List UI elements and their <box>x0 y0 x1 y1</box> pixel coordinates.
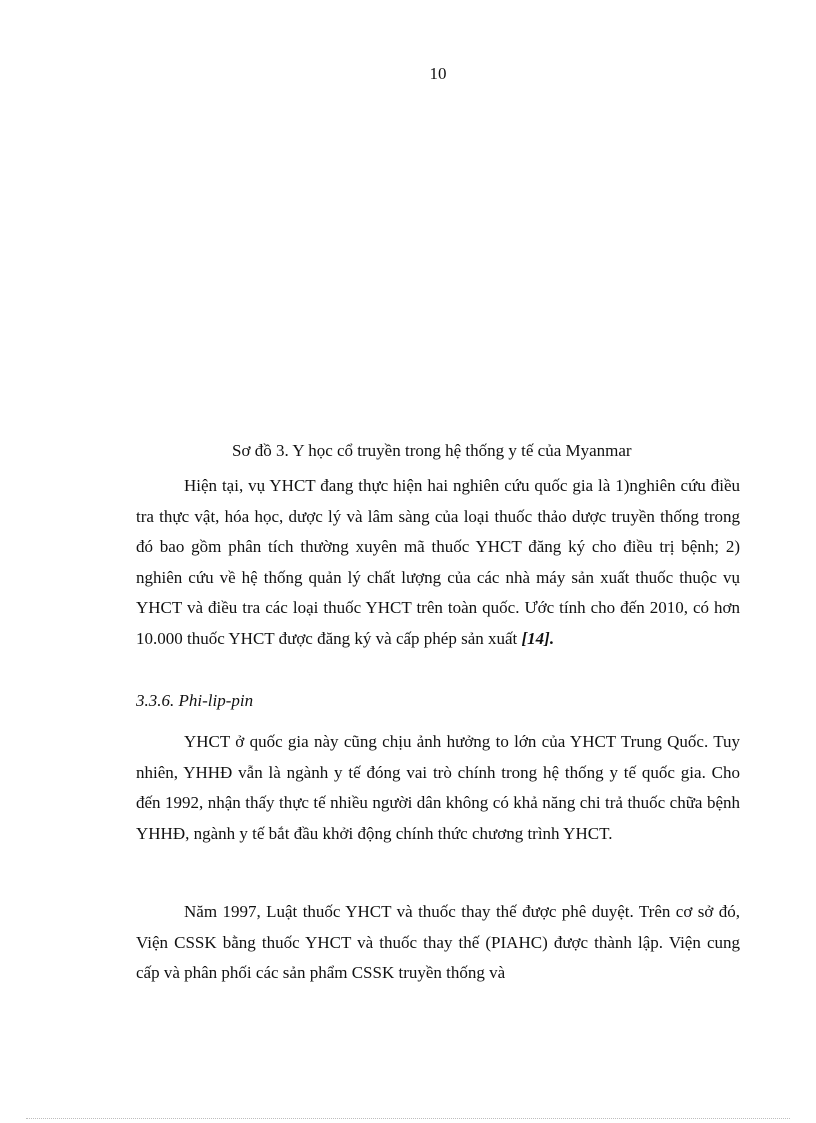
section-heading: 3.3.6. Phi-lip-pin <box>136 691 254 710</box>
paragraph-philippines-intro <box>136 727 740 849</box>
page-number: 10 <box>429 64 447 83</box>
citation-reference: [14]. <box>521 628 555 648</box>
paragraph-text: Năm 1997, Luật thuốc YHCT và thuốc thay thế được phê duyệt. Trên cơ sở đó, Viện CSSK bằng thuốc YHCT và thuốc thay thế (PIAHC) được thành lập. Viện cung cấp và phân phối các sản phẩm CSSK truyền thống và <box>136 902 740 982</box>
figure-caption: Sơ đồ 3. Y học cổ truyền trong hệ thống y tế của Myanmar <box>232 441 632 460</box>
paragraph-myanmar-research <box>136 471 740 654</box>
footer-divider <box>26 1118 790 1119</box>
paragraph-philippines-law <box>136 897 740 989</box>
paragraph-text: Hiện tại, vụ YHCT đang thực hiện hai nghiên cứu quốc gia là 1)nghiên cứu điều tra thực vật, hóa học, dược lý và lâm sàng của loại thuốc thảo dược truyền thống trong đó bao gồm phân tích thường xuyên mã thuốc YHCT đăng ký cho điều trị bệnh; 2) nghiên cứu về hệ thống quản lý chất lượng của các nhà máy sản xuất thuốc thuộc vụ YHCT và điều tra các loại thuốc YHCT trên toàn quốc. Ước tính cho đến 2010, có hơn 10.000 thuốc YHCT được đăng ký và cấp phép sản xuất <box>136 476 740 648</box>
paragraph-text: YHCT ở quốc gia này cũng chịu ảnh hưởng to lớn của YHCT Trung Quốc. Tuy nhiên, YHHĐ vẫn là ngành y tế đóng vai trò chính trong hệ thống y tế quốc gia. Cho đến 1992, nhận thấy thực tế nhiều người dân không có khả năng chi trả thuốc chữa bệnh YHHĐ, ngành y tế bắt đầu khởi động chính thức chương trình YHCT. <box>136 732 740 843</box>
